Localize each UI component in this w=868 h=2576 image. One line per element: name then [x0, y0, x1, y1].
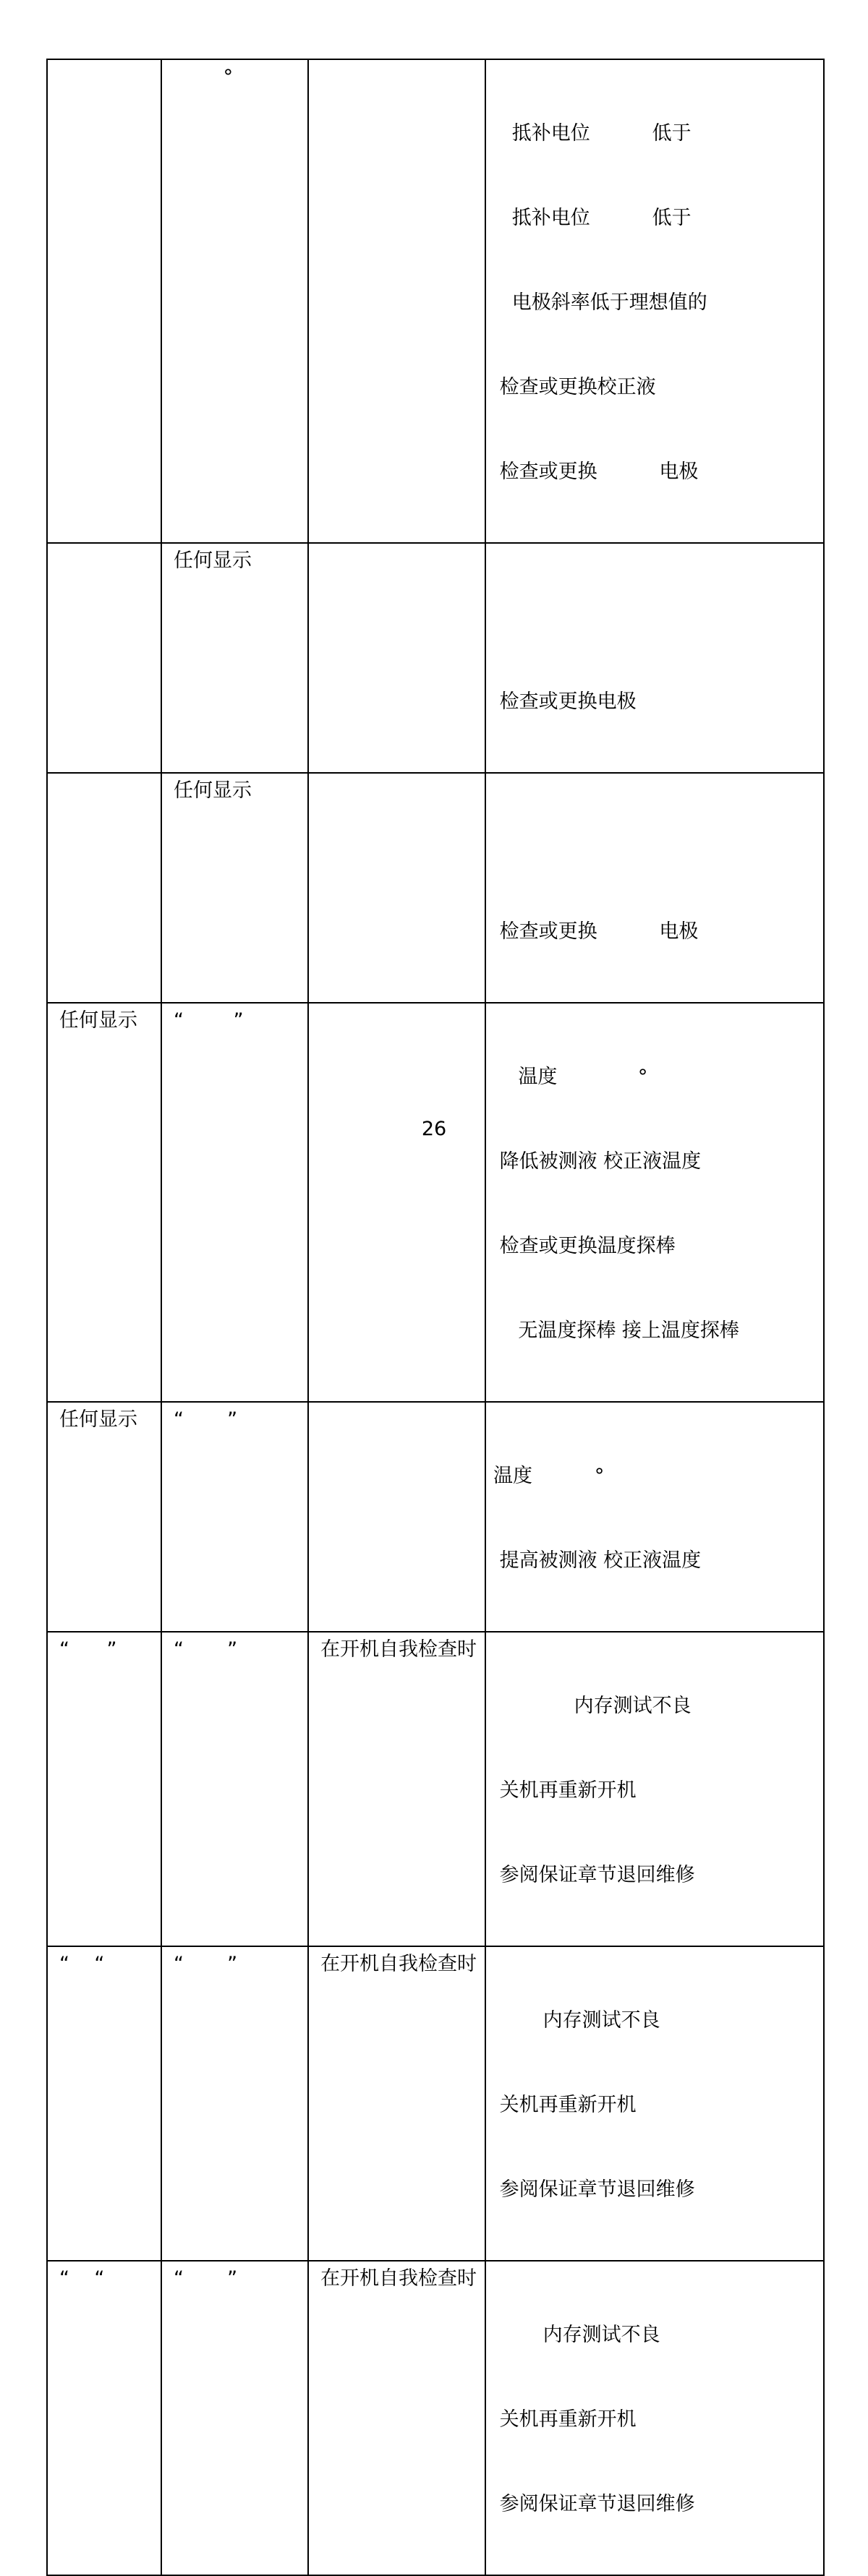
table-row	[47, 1632, 824, 1946]
table-row	[47, 543, 824, 773]
cell-display-2: “ ”	[161, 2261, 308, 2575]
remedy-line: 降低被测液 校正液温度	[493, 1150, 702, 1173]
cell-display-1: “ ”	[47, 1632, 161, 1946]
remedy-line: 检查或更换电极	[493, 690, 637, 713]
remedy-line: 抵补电位 低于	[493, 207, 692, 229]
remedy-line: 抵补电位 低于	[493, 122, 692, 145]
cell-display-2: “ ”	[161, 1632, 308, 1946]
table-row	[47, 773, 824, 1003]
table-row	[47, 2261, 824, 2575]
cell-condition	[308, 773, 485, 1003]
cell-remedy	[485, 1402, 824, 1632]
table-row	[47, 1946, 824, 2261]
remedy-line: 温度 °	[493, 1465, 605, 1487]
cell-display-2: “ ”	[161, 1946, 308, 2261]
cell-remedy	[485, 543, 824, 773]
table-row	[47, 1402, 824, 1632]
table-row	[47, 59, 824, 543]
remedy-line: 电极斜率低于理想值的	[493, 291, 707, 314]
cell-display-1: “ “	[47, 1946, 161, 2261]
cell-display-2: “ ”	[161, 1402, 308, 1632]
table-row	[47, 1003, 824, 1402]
cell-remedy	[485, 1632, 824, 1946]
cell-display-2: 任何显示	[161, 543, 308, 773]
remedy-line: 关机再重新开机	[493, 1779, 637, 1802]
cell-condition	[308, 59, 485, 543]
page-number: 26	[421, 1118, 447, 1140]
remedy-line: 参阅保证章节退回维修	[493, 2178, 695, 2201]
remedy-line: 提高被测液 校正液温度	[493, 1549, 702, 1572]
cell-display-1	[47, 543, 161, 773]
cell-condition: 在开机自我检查时	[308, 1632, 485, 1946]
cell-condition	[308, 543, 485, 773]
remedy-line: 内存测试不良	[493, 2009, 660, 2032]
remedy-line	[493, 833, 823, 861]
remedy-line: 关机再重新开机	[493, 2408, 637, 2431]
troubleshooting-table	[46, 59, 825, 2576]
remedy-line: 检查或更换校正液	[493, 376, 656, 398]
cell-condition	[308, 1402, 485, 1632]
cell-condition: 在开机自我检查时	[308, 2261, 485, 2575]
cell-remedy	[485, 2261, 824, 2575]
remedy-line: 关机再重新开机	[493, 2094, 637, 2116]
remedy-line: 检查或更换温度探棒	[493, 1235, 676, 1257]
cell-display-1	[47, 59, 161, 543]
cell-display-1	[47, 773, 161, 1003]
remedy-line: 检查或更换 电极	[493, 920, 699, 943]
cell-display-1: 任何显示	[47, 1402, 161, 1632]
remedy-line: 检查或更换 电极	[493, 461, 699, 483]
remedy-line: 温度 °	[493, 1066, 648, 1088]
cell-remedy	[485, 773, 824, 1003]
cell-condition: 在开机自我检查时	[308, 1946, 485, 2261]
remedy-line	[493, 603, 823, 631]
remedy-line: 参阅保证章节退回维修	[493, 2493, 695, 2515]
cell-display-1: 任何显示	[47, 1003, 161, 1402]
cell-remedy	[485, 59, 824, 543]
cell-display-2: 任何显示	[161, 773, 308, 1003]
cell-display-2: °	[161, 59, 308, 543]
cell-display-2: “ ”	[161, 1003, 308, 1402]
cell-remedy	[485, 1946, 824, 2261]
cell-condition	[308, 1003, 485, 1402]
remedy-line: 无温度探棒 接上温度探棒	[493, 1319, 739, 1342]
remedy-line: 内存测试不良	[493, 2324, 660, 2346]
cell-remedy	[485, 1003, 824, 1402]
remedy-line: 内存测试不良	[493, 1695, 692, 1717]
cell-display-1: “ “	[47, 2261, 161, 2575]
remedy-line: 参阅保证章节退回维修	[493, 1864, 695, 1886]
